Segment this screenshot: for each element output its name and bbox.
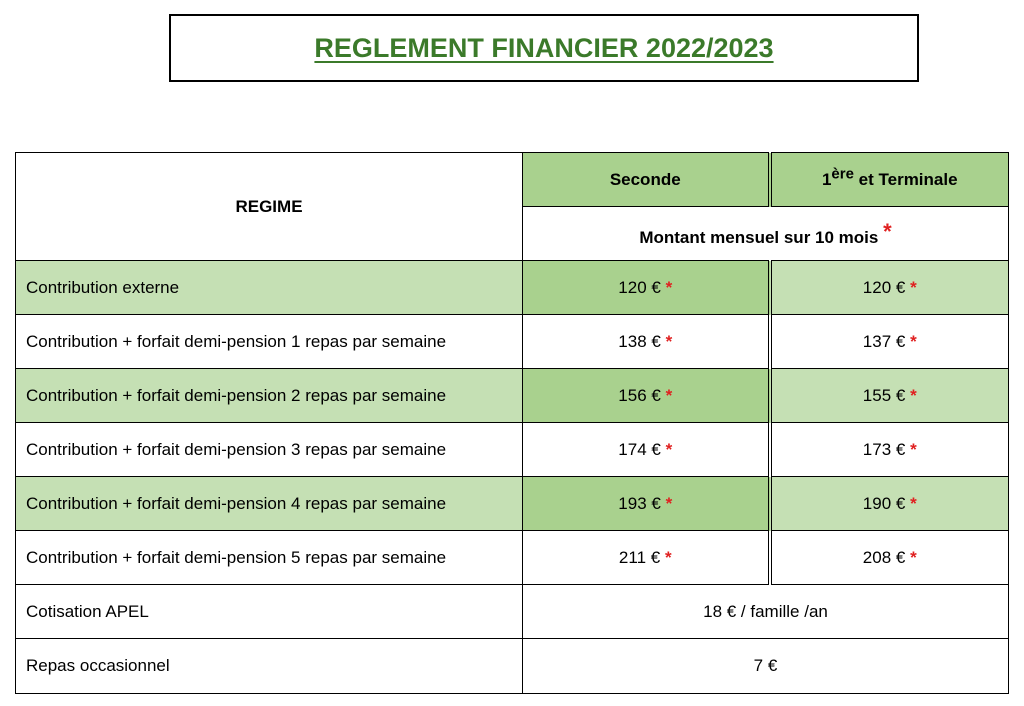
asterisk-mark: * <box>910 277 917 297</box>
regime-label: Contribution + forfait demi-pension 2 repas par semaine <box>16 369 523 423</box>
table-row <box>16 639 1009 694</box>
table-row <box>16 369 1009 423</box>
terminale-amount-cell <box>770 261 1009 315</box>
seconde-amount: 156 € <box>618 385 661 405</box>
asterisk-mark: * <box>910 331 917 351</box>
regime-label: Cotisation APEL <box>16 585 523 639</box>
title-box <box>169 14 919 82</box>
regime-label: Contribution + forfait demi-pension 3 repas par semaine <box>16 423 523 477</box>
regime-label: Contribution + forfait demi-pension 4 repas par semaine <box>16 477 523 531</box>
page-title: REGLEMENT FINANCIER 2022/2023 <box>314 32 774 63</box>
regime-label: Contribution + forfait demi-pension 5 repas par semaine <box>16 531 523 585</box>
column-header-terminale <box>770 153 1009 207</box>
asterisk-mark: * <box>665 493 673 513</box>
seconde-amount-cell <box>523 423 770 477</box>
table-row <box>16 315 1009 369</box>
monthly-amount-subheader <box>523 207 1009 261</box>
seconde-amount: 211 € <box>618 547 661 567</box>
asterisk-mark: * <box>665 331 673 351</box>
regime-label: Repas occasionnel <box>16 639 523 694</box>
seconde-amount-cell <box>523 477 770 531</box>
asterisk-mark: * <box>664 547 672 567</box>
seconde-amount-cell <box>523 531 770 585</box>
regime-label: Contribution + forfait demi-pension 1 repas par semaine <box>16 315 523 369</box>
seconde-amount-cell <box>523 261 770 315</box>
fee-table <box>15 152 1009 694</box>
terminale-amount: 173 € <box>862 439 906 459</box>
column-header-terminale-rest: et Terminale <box>853 169 958 189</box>
column-header-seconde <box>523 153 770 207</box>
asterisk-mark: * <box>883 219 892 244</box>
terminale-amount-cell <box>770 477 1009 531</box>
table-row <box>16 585 1009 639</box>
table-row <box>16 531 1009 585</box>
column-header-seconde-label: Seconde <box>609 169 681 189</box>
terminale-amount-cell <box>770 369 1009 423</box>
asterisk-mark: * <box>665 439 673 459</box>
shared-amount-cell: 7 € <box>523 639 1009 694</box>
asterisk-mark: * <box>910 385 917 405</box>
monthly-amount-label: Montant mensuel sur 10 mois <box>639 228 879 247</box>
seconde-amount: 120 € <box>618 277 661 297</box>
terminale-amount: 137 € <box>862 331 906 351</box>
asterisk-mark: * <box>910 493 917 513</box>
data-rows <box>16 261 1009 585</box>
seconde-amount: 138 € <box>618 331 661 351</box>
seconde-amount: 174 € <box>618 439 661 459</box>
extra-rows <box>16 585 1009 694</box>
terminale-amount: 155 € <box>862 385 906 405</box>
terminale-amount: 190 € <box>862 493 906 513</box>
terminale-amount-cell <box>770 423 1009 477</box>
terminale-amount-cell <box>770 531 1009 585</box>
table-row <box>16 423 1009 477</box>
table-row <box>16 477 1009 531</box>
header-row <box>16 153 1009 207</box>
asterisk-mark: * <box>665 277 673 297</box>
table-row <box>16 261 1009 315</box>
shared-amount-cell: 18 € / famille /an <box>523 585 1009 639</box>
terminale-amount-cell <box>770 315 1009 369</box>
terminale-amount: 208 € <box>862 547 906 567</box>
column-header-terminale-num: 1 <box>821 169 832 189</box>
regime-header: REGIME <box>16 153 523 261</box>
seconde-amount-cell <box>523 369 770 423</box>
asterisk-mark: * <box>665 385 673 405</box>
asterisk-mark: * <box>910 547 917 567</box>
regime-label: Contribution externe <box>16 261 523 315</box>
seconde-amount: 193 € <box>618 493 661 513</box>
asterisk-mark: * <box>910 439 917 459</box>
seconde-amount-cell <box>523 315 770 369</box>
terminale-amount: 120 € <box>862 277 906 297</box>
column-header-terminale-sup: ère <box>831 164 854 182</box>
